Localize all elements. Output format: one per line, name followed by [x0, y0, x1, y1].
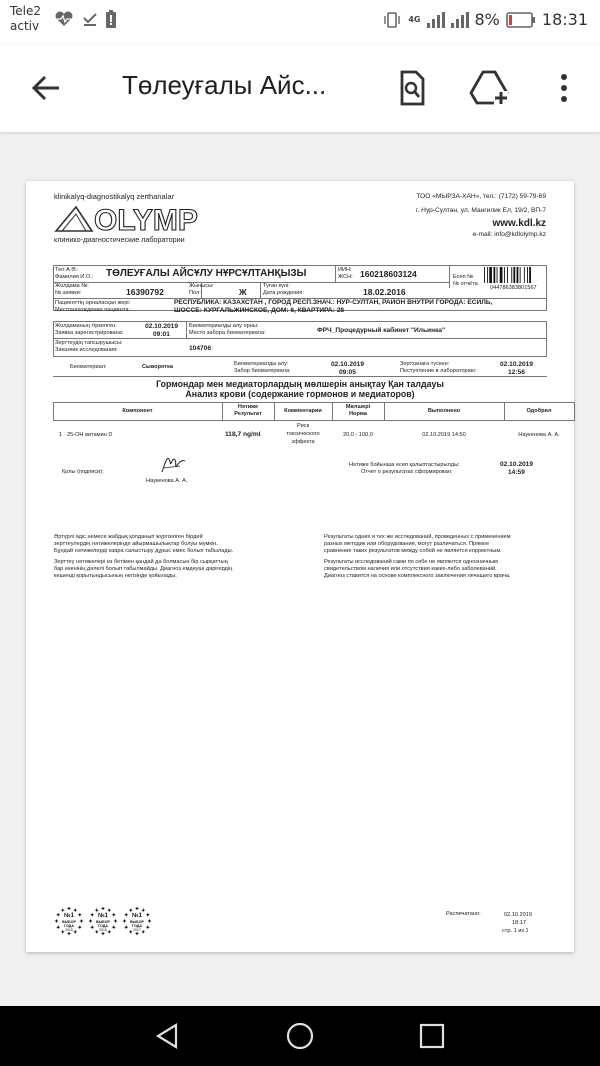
android-nav-bar — [0, 1006, 600, 1066]
disclaimer-kz-2: зерттеулердің нәтижелерінде айырмашылықтар болуы мүмкін. — [54, 541, 218, 547]
disclaimer-kz-1: Әртүрлі әдіс немесе жабдық қолданып жүргізілген бірдей — [54, 534, 203, 540]
signature-name: Наукенова А. А. — [146, 478, 188, 484]
disclaimer-ru-1: Результаты одних и тех же исследований, проведенных с применением — [324, 534, 511, 540]
system-status — [382, 10, 588, 29]
sex-label-kz: Жынысы: — [189, 283, 214, 289]
fio-label-ru: Фамилия И.О.: — [55, 274, 94, 280]
order-value: 16390792 — [126, 287, 164, 297]
header-approved: Одобрил — [526, 408, 552, 414]
disclaimer-kz-6: кешенді қорытындысының негізінде қойылады. — [54, 573, 177, 579]
header-norm-kz: Мөлшері — [345, 404, 371, 410]
award-badge — [122, 906, 152, 936]
svg-text:№1: №1 — [131, 913, 143, 919]
row-number: 1 — [59, 432, 63, 438]
svg-text:2015: 2015 — [65, 928, 73, 932]
customer-value: 104706 — [189, 345, 212, 352]
header-norm-ru: Норма — [349, 411, 367, 417]
award-badge — [88, 906, 118, 936]
status-bar — [0, 0, 600, 44]
more-vert-icon[interactable] — [542, 66, 586, 110]
printed-time: 18:17 — [512, 920, 526, 926]
received-date: 02.10.2019 — [500, 361, 534, 368]
disclaimer-kz-5: бар екенінің дәлелі болып табылмайды. Диагноз емдеуші дәрігердің — [54, 566, 233, 572]
biomaterial-label: Биоматериал: — [70, 364, 107, 370]
signature-image — [160, 452, 186, 476]
signature-label: Қолы (подписи): — [62, 469, 104, 475]
place-label-kz: Пациенттің орналасқан жері: — [55, 300, 131, 306]
barcode — [483, 266, 545, 284]
page-info: стр. 1 из 1 — [502, 928, 529, 934]
vibrate-icon — [382, 11, 402, 29]
notification-icons — [54, 10, 116, 28]
check-download-icon — [82, 11, 98, 27]
award-badge — [54, 906, 84, 936]
collect-label-ru: Забор биоматериала: — [234, 368, 291, 374]
svg-text:ГОДА: ГОДА — [98, 924, 108, 928]
carrier-info — [10, 4, 41, 34]
nav-back-icon[interactable] — [152, 1020, 184, 1052]
reg-time: 09:01 — [153, 331, 170, 338]
nav-home-icon[interactable] — [284, 1020, 316, 1052]
svg-text:OLYMP: OLYMP — [94, 204, 198, 237]
sampling-label-kz: Биоматериалды алу орны: — [189, 323, 259, 329]
registration-box — [53, 321, 547, 357]
received-label-ru: Поступление в лабораторию: — [400, 368, 477, 374]
header-component: Компонент — [122, 408, 153, 414]
place-label-ru: Местонахождение пациента: — [55, 307, 131, 313]
row-done: 02.10.2019 14:50 — [422, 432, 466, 438]
row-comment-1: Риск — [296, 423, 310, 429]
find-in-document-icon[interactable] — [390, 66, 434, 110]
row-component: 25-OH витамин D — [67, 432, 113, 438]
iin-label-ru: ЖСН: — [338, 274, 353, 280]
svg-text:ВЫБОР: ВЫБОР — [62, 920, 76, 924]
svg-text:ВЫБОР: ВЫБОР — [130, 920, 144, 924]
battery-alert-icon — [106, 10, 116, 28]
svg-text:№1: №1 — [63, 913, 75, 919]
svg-text:2017: 2017 — [133, 928, 141, 932]
collect-date: 02.10.2019 — [331, 361, 365, 368]
place-value-1: РЕСПУБЛИКА: КАЗАХСТАН , ГОРОД РЕСП.ЗНАЧ.: НУР-СУЛТАН, РАЙОН ВНУТРИ ГОРОДА: ЕСИЛЬ, — [174, 299, 493, 306]
battery-percent: 8% — [474, 10, 500, 29]
formed-time: 14:59 — [508, 469, 525, 476]
clock: 18:31 — [541, 10, 588, 29]
svg-text:2016: 2016 — [99, 928, 107, 932]
place-value-2: ШОССЕ: КУРГАЛЬЖИНСКОЕ, ДОМ: 6, КВАРТИРА: 28 — [174, 307, 345, 314]
battery-low-icon — [506, 12, 536, 28]
birth-label-ru: Дата рождения: — [263, 290, 305, 296]
olymp-logo — [54, 201, 234, 237]
reg-label-kz: Жолдаманың тіркелген: — [55, 323, 117, 329]
received-label-kz: Зертханаға түскен: — [400, 361, 450, 367]
analysis-title-ru: Анализ крови (содержание гормонов и медиаторов) — [185, 389, 415, 399]
patient-name: ТӨЛЕУҒАЛЫ АЙСҰЛУ НҰРСҰЛТАНҚЫЗЫ — [106, 268, 307, 279]
row-approved: Наукенова А. А. — [518, 432, 560, 438]
lab-name-latin: klinikalyq-diagnostikalyq zerthanalar — [54, 192, 175, 201]
birth-value: 18.02.2016 — [363, 287, 406, 297]
address-line: г. Нур-Султан, ул. Мангилик Ел, 19/2, ВП-7 — [415, 207, 546, 214]
heart-pulse-icon — [54, 11, 74, 27]
collect-time: 09:05 — [339, 369, 356, 376]
disclaimer-ru-6: Диагноз ставится на основе комплексного заключения лечащего врача. — [324, 573, 511, 579]
birth-label-kz: Туған күні: — [263, 283, 290, 289]
reg-date: 02.10.2019 — [145, 323, 179, 330]
order-label-ru: № заявки: — [55, 290, 82, 296]
disclaimer-ru-2: разных методик или оборудования, могут различаться. Прямое — [324, 541, 490, 547]
svg-text:№1: №1 — [97, 913, 109, 919]
header-done: Выполнено — [427, 408, 461, 414]
sampling-label-ru: Место забора биоматериала: — [189, 330, 266, 336]
fio-label-kz: Тегі А.Ә.: — [55, 267, 79, 273]
svg-text:ГОДА: ГОДА — [64, 924, 74, 928]
formed-label-ru: Отчет о результатах сформирован: — [361, 469, 453, 475]
svg-text:ГОДА: ГОДА — [132, 924, 142, 928]
customer-label-ru: Заказчик исследования: — [55, 347, 118, 353]
formed-label-kz: Нәтиже бойынша есеп қалыптастырылды: — [349, 462, 460, 468]
carrier-sub: activ — [10, 19, 40, 33]
customer-label-kz: Зерттеудің тапсырушысы: — [55, 340, 123, 346]
disclaimer-ru-3: сравнение таких результатов между собой не является корректным. — [324, 548, 502, 554]
received-time: 12:56 — [508, 369, 525, 376]
network-type: 4G — [408, 14, 421, 24]
order-label-kz: Жолдама №: — [55, 283, 89, 289]
sex-value: Ж — [239, 287, 247, 297]
header-comment: Комментарии — [284, 408, 322, 414]
iin-value: 160218603124 — [360, 269, 417, 279]
email[interactable]: e-mail: info@kdlolymp.kz — [472, 231, 546, 238]
report-no-label-kz: Есеп № — [453, 274, 474, 280]
disclaimer-kz-3: Бұндай нәтижелерді өзара салыстыру дұрыс емес болып табылады. — [54, 548, 234, 554]
formed-date: 02.10.2019 — [500, 461, 534, 468]
signal-icon-2 — [451, 12, 469, 28]
add-to-drive-icon[interactable] — [468, 66, 512, 110]
row-comment-3: эффекта — [291, 439, 315, 445]
header-result-kz: Нәтиже — [237, 404, 259, 410]
disclaimer-ru-4: Результаты исследований сами по себе не являются однозначным — [324, 559, 498, 565]
report-no-label-ru: № отчёта — [453, 281, 478, 287]
signal-icon — [427, 12, 445, 28]
carrier-name: Tele2 — [10, 4, 42, 18]
row-norm: 20,0 - 100,0 — [343, 432, 373, 438]
row-result: 118,7 ng/ml — [225, 431, 261, 438]
disclaimer-ru-5: свидетельством наличия или отсутствия каких-либо заболеваний. — [324, 566, 497, 572]
svg-text:ВЫБОР: ВЫБОР — [96, 920, 110, 924]
printed-label: Распечатано: — [446, 911, 481, 917]
iin-label-kz: ИИН: — [338, 267, 352, 273]
printed-date: 02.10.2019 — [504, 912, 532, 918]
lab-name-cyrillic: клинико-диагностические лаборатории — [54, 235, 185, 244]
company-line: ТОО «МЫРЗА-ХАН», тел.: (7172) 59-79-69 — [416, 193, 546, 200]
disclaimer-kz-4: Зерттеу нәтижелері өз бетімен қандай да болмасын бір сырқаттың — [54, 559, 228, 565]
reg-label-ru: Заявка зарегистрирована: — [55, 330, 124, 336]
row-comment-2: токсического — [286, 431, 320, 437]
biomaterial-value: Сыворотка — [142, 364, 173, 370]
website[interactable]: www.kdl.kz — [492, 218, 546, 229]
collect-label-kz: Биоматериалды алу: — [234, 361, 289, 367]
sampling-value: ФРЧ_Процедурный кабинет "Ильинка" — [317, 327, 446, 334]
analysis-title-kz: Гормондар мен медиаторлардың мөлшерін анықтау Қан талдауы — [156, 379, 444, 389]
document-page — [26, 181, 574, 952]
app-toolbar — [0, 44, 600, 132]
report-no-value: 044786383801567 — [490, 285, 537, 291]
document-title: Төлеуғалы Айс... — [122, 70, 327, 100]
nav-recents-icon[interactable] — [416, 1020, 448, 1052]
header-result-ru: Результат — [234, 411, 262, 417]
sex-label-ru: Пол: — [189, 290, 201, 296]
back-arrow-icon[interactable] — [26, 68, 66, 108]
